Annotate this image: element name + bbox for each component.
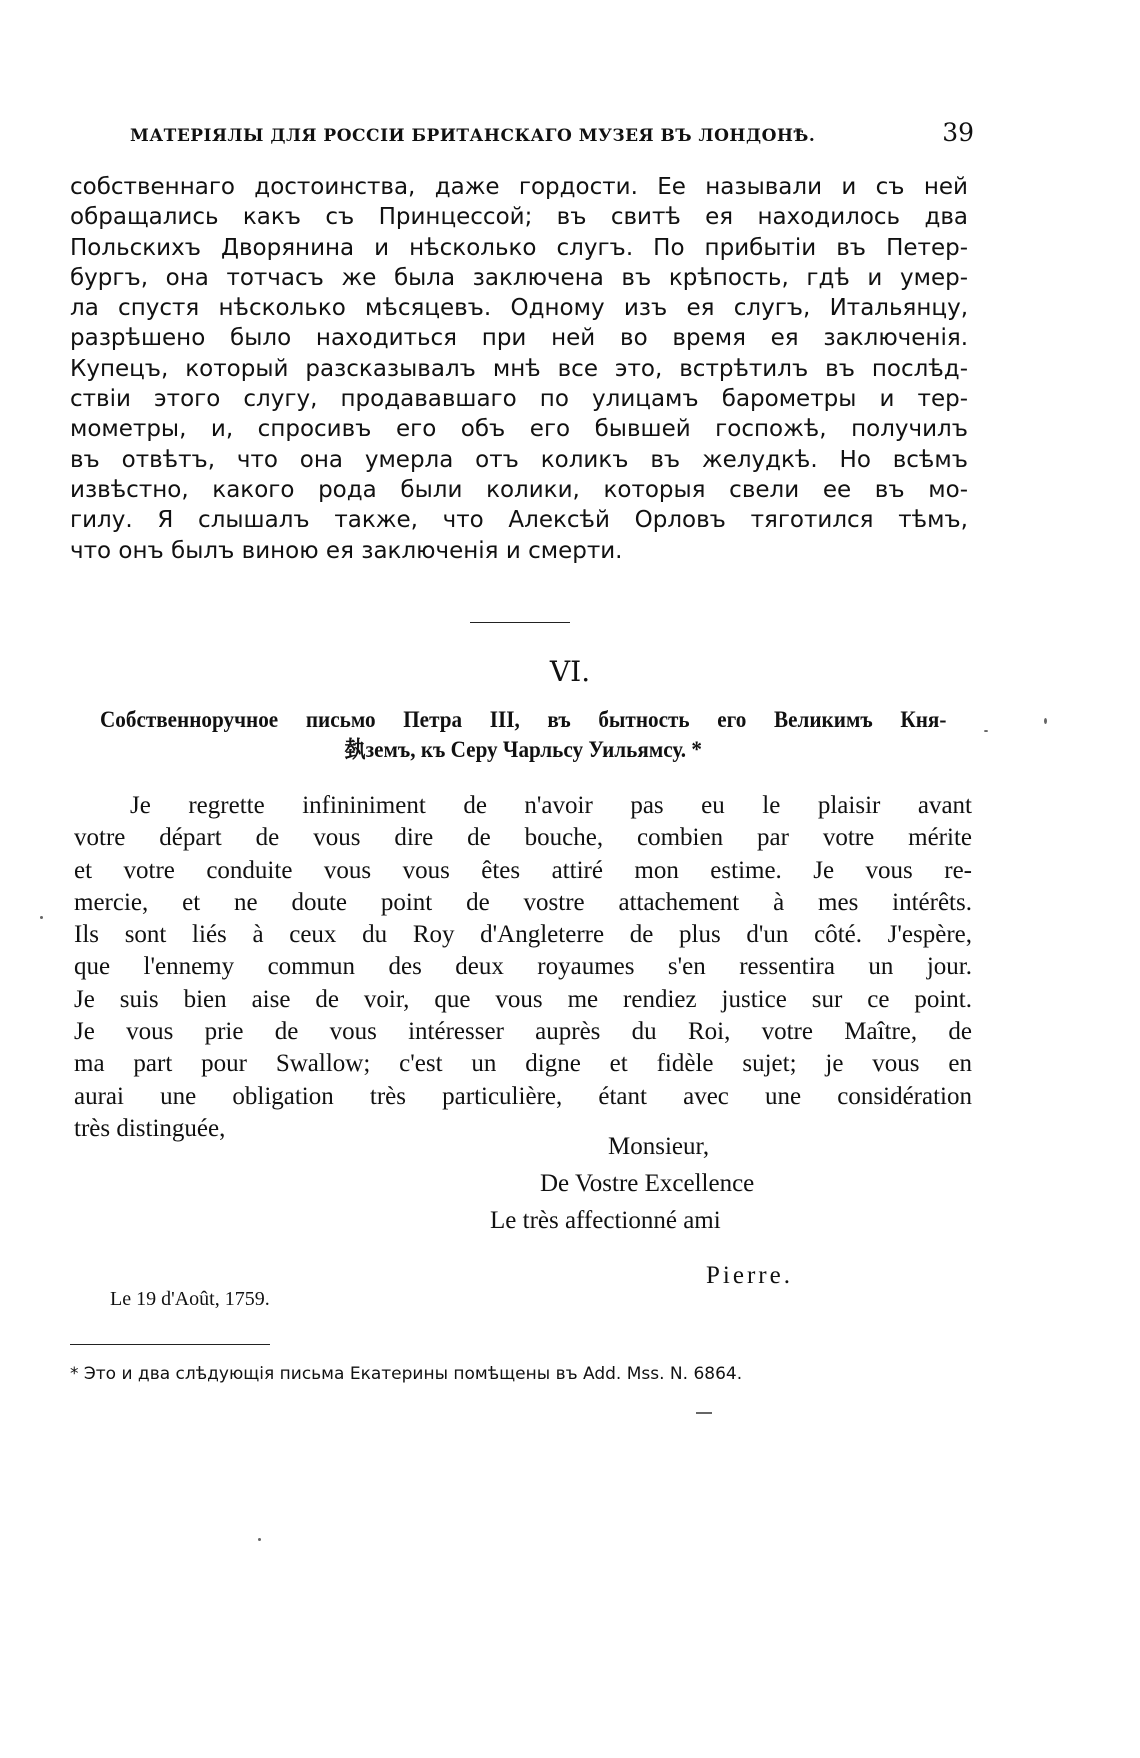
paragraph-line: собственнаго достоинства, даже гордости. Ее называли и съ ней: [70, 174, 968, 200]
paragraph-line: мометры, и, спросивъ его объ его бывшей госпожѣ, получилъ: [70, 416, 968, 443]
paragraph-line: обращались какъ съ Принцессой; въ свитѣ ея находилось два: [70, 204, 968, 231]
scan-speck: [984, 730, 988, 732]
letter-closing: De Vostre Excellence: [540, 1170, 755, 1197]
paragraph-line: въ отвѣтъ, что она умерла отъ коликъ въ желудкѣ. Но всѣмъ: [70, 446, 968, 473]
paragraph-line: разрѣшено было находиться при ней во время ея заключенія.: [70, 325, 968, 352]
letter-salutation: Monsieur,: [608, 1133, 710, 1160]
letter-line: Je vous prie de vous intéresser auprès du Roi, votre Maître, de: [74, 1018, 972, 1046]
letter-date: Le 19 d'Août, 1759.: [110, 1288, 270, 1310]
letter-line: Je suis bien aise de voir, que vous me rendiez justice sur ce point.: [74, 985, 972, 1013]
section-numeral: VI.: [549, 655, 591, 688]
paragraph-line: бургъ, она тотчасъ же была заключена въ крѣпость, гдѣ и умер-: [70, 264, 968, 291]
paragraph-line: гилу. Я слышалъ также, что Алексѣй Орловъ тяготился тѣмъ,: [70, 507, 968, 534]
letter-closing: Le très affectionné ami: [490, 1207, 721, 1234]
scan-speck: [696, 1412, 712, 1414]
letter-line: Ils sont liés à ceux du Roy d'Angleterre de plus d'un côté. J'espère,: [74, 921, 972, 949]
letter-line: très distinguée,: [74, 1114, 226, 1142]
russian-paragraph: [70, 172, 968, 566]
running-title: МАТЕРІЯЛЫ ДЛЯ РОССІИ БРИТАНСКАГО МУЗЕЯ ВЪ ЛОНДОНѢ.: [130, 126, 816, 146]
letter-line: mercie, et ne doute point de vostre attachement à mes intérêts.: [74, 888, 972, 916]
paragraph-line: Купецъ, который разсказывалъ мнѣ все это, встрѣтилъ въ послѣд-: [70, 355, 968, 382]
section-title-line: 埶земъ, къ Серу Чарльсу Уильямсу. *: [344, 737, 702, 762]
paragraph-line: извѣстно, какого рода были колики, которыя свели ее въ мо-: [70, 476, 968, 503]
paragraph-line: ла спустя нѣсколько мѣсяцевъ. Одному изъ ея слугъ, Итальянцу,: [70, 295, 968, 322]
letter-line: et votre conduite vous vous êtes attiré mon estime. Je vous re-: [74, 856, 972, 884]
letter-line: ma part pour Swallow; c'est un digne et fidèle sujet; je vous en: [74, 1050, 972, 1078]
scan-speck: [40, 916, 43, 919]
letter-signature: Pierre.: [706, 1262, 793, 1289]
paragraph-line: ствіи этого слугу, продававшаго по улицамъ барометры и тер-: [70, 386, 968, 413]
section-title: [100, 705, 947, 765]
page-header: [130, 118, 974, 158]
footnote: * Это и два слѣдующія письма Екатерины помѣщены въ Add. Mss. N. 6864.: [70, 1364, 743, 1384]
section-title-line: Собственноручное письмо Петра III, въ бытность его Великимъ Кня-: [100, 707, 947, 732]
letter-line: aurai une obligation très particulière, étant avec une considération: [74, 1082, 972, 1110]
french-letter-body: [74, 790, 972, 1145]
paragraph-line: что онъ былъ виною ея заключенія и смерти.: [70, 537, 623, 564]
footnote-divider: [70, 1344, 270, 1345]
scan-speck: [1044, 718, 1047, 724]
scan-speck: [258, 1538, 261, 1541]
letter-line: que l'ennemy commun des deux royaumes s'en ressentira un jour.: [74, 953, 972, 981]
section-divider: [470, 622, 570, 623]
page-number: 39: [942, 118, 974, 147]
letter-line: Je regrette infininiment de n'avoir pas eu le plaisir avant: [130, 792, 972, 819]
paragraph-line: Польскихъ Дворянина и нѣсколько слугъ. По прибытіи въ Петер-: [70, 234, 968, 261]
letter-line: votre départ de vous dire de bouche, combien par votre mérite: [74, 824, 972, 852]
